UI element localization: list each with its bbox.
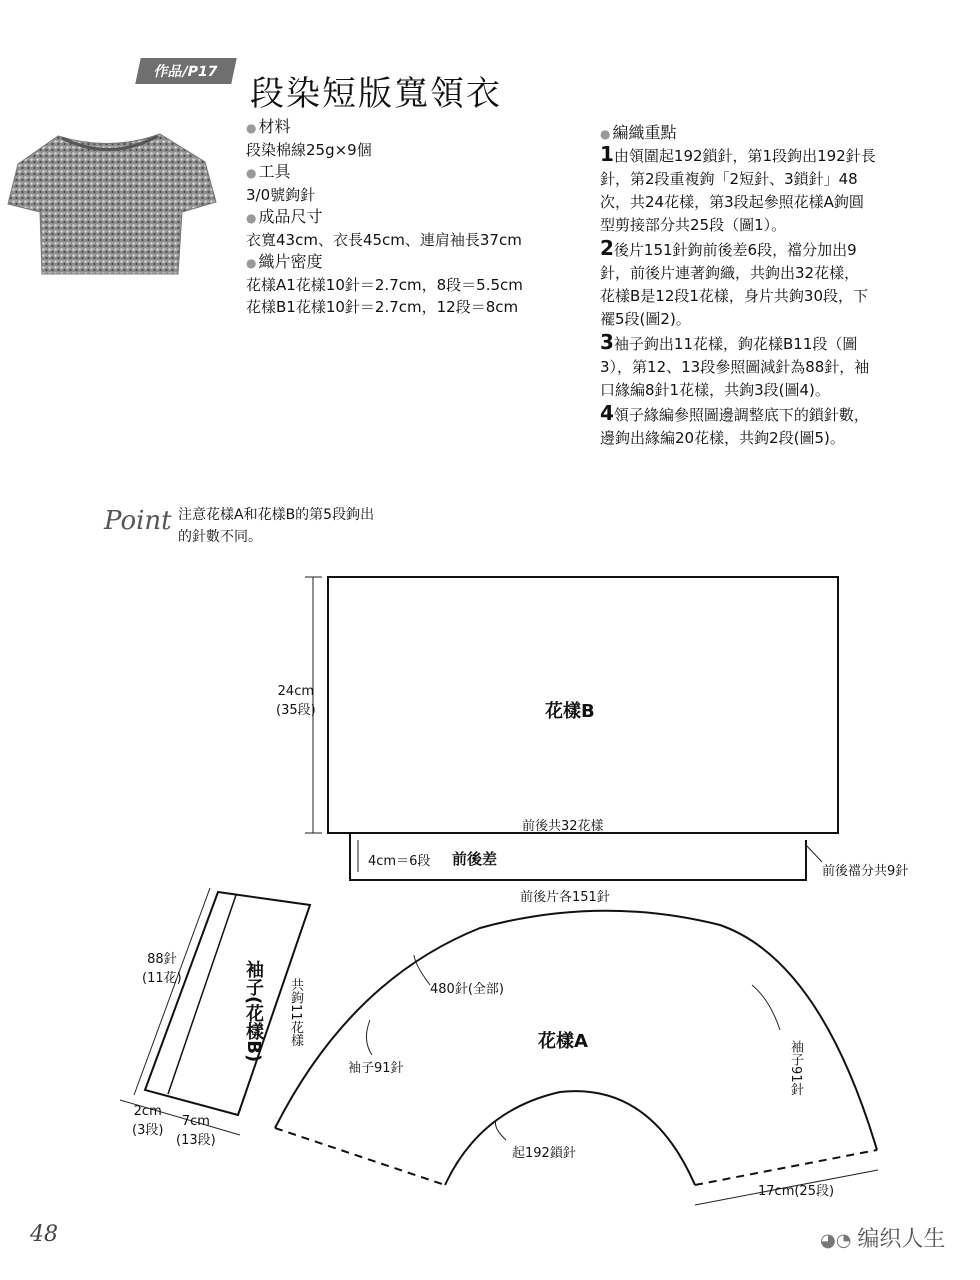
step-line: 3），第12、13段參照圖減針為88針，袖 xyxy=(600,358,870,376)
dimension-text: 2cm xyxy=(133,1104,162,1119)
difference-size-label: 4cm＝6段 xyxy=(368,854,431,869)
step-line: 袖子鉤出11花樣，鉤花樣B11段（圖 xyxy=(613,335,858,353)
yoke-inner-edge xyxy=(445,1091,695,1185)
gusset-label: 前後襠分共9針 xyxy=(822,864,909,879)
sleeve-cuff-line xyxy=(168,895,236,1094)
point-line: 注意花樣A和花樣B的第5段鉤出 xyxy=(178,507,375,523)
cuff-width-label xyxy=(132,1104,163,1138)
right-sleeve-stitch-label: 袖子91針 xyxy=(788,1040,803,1096)
step-line: 型剪接部分共25段（圖1）。 xyxy=(600,216,787,234)
watermark xyxy=(820,1222,945,1253)
step-line: 針，前後片連著鉤織，共鉤出32花樣， xyxy=(600,264,860,282)
tools-value: 3/0號鉤針 xyxy=(246,186,316,204)
pattern-a-label: 花樣A xyxy=(538,1031,588,1052)
dimension-text: (11花) xyxy=(142,971,182,986)
materials-value: 段染棉線25g×9個 xyxy=(246,141,372,159)
dimension-text: 88針 xyxy=(147,952,177,967)
yoke-total-label: 480針(全部) xyxy=(430,982,504,997)
dimension-text: 24cm xyxy=(277,684,315,699)
step-number: 3 xyxy=(600,330,614,354)
start-chain-label: 起192鎖針 xyxy=(512,1146,576,1161)
sleeve-rows-label: 共鉤11花樣 xyxy=(288,978,303,1047)
point-label: Point xyxy=(104,506,172,536)
step-line: 邊鉤出緣編20花樣，共鉤2段(圖5)。 xyxy=(600,429,845,447)
yoke-depth-label: 17cm(25段) xyxy=(758,1184,835,1199)
tools-heading: ● 工具 xyxy=(246,161,523,184)
dimension-text: (3段) xyxy=(132,1123,164,1138)
page-number: 48 xyxy=(30,1222,58,1247)
gauge-a-value: 花樣A1花樣10針＝2.7cm，8段＝5.5cm xyxy=(246,276,523,294)
dimension-text: (35段) xyxy=(276,703,316,718)
work-number-text: 作品/P17 xyxy=(152,64,219,80)
sleeve-stitch-label xyxy=(142,948,182,986)
step-line: 次，共24花樣，第3段起參照花樣A鉤圓 xyxy=(600,193,864,211)
body-bottom-label: 前後共32花樣 xyxy=(522,819,604,834)
sleeve-width-label xyxy=(176,1114,216,1148)
point-line: 的針數不同。 xyxy=(178,529,262,545)
page-title: 段染短版寬領衣 xyxy=(250,74,502,114)
stitch-count-label: 前後片各151針 xyxy=(520,890,610,905)
yoke-left-seam xyxy=(275,1128,445,1185)
step-line: 領子緣編參照圖邊調整底下的鎖針數， xyxy=(613,406,869,424)
step-line: 後片151針鉤前後差6段，襠分加出9 xyxy=(613,241,857,259)
step-line: 由領圍起192鎖針，第1段鉤出192針長 xyxy=(613,147,876,165)
difference-label: 前後差 xyxy=(452,850,498,868)
instructions-heading: ● 編織重點 xyxy=(600,120,940,143)
size-value: 衣寬43cm、衣長45cm、連肩袖長37cm xyxy=(246,231,522,249)
sleeve-title: 袖子(花樣B) xyxy=(243,960,264,1063)
step-number: 1 xyxy=(600,142,614,166)
gauge-heading: ● 織片密度 xyxy=(246,251,523,274)
size-heading: ● 成品尺寸 xyxy=(246,206,523,229)
step-number: 4 xyxy=(600,401,614,425)
left-sleeve-stitch-label: 袖子91針 xyxy=(348,1061,404,1076)
watermark-text: 编织人生 xyxy=(857,1227,946,1252)
pattern-b-label: 花樣B xyxy=(545,701,595,722)
body-height-label xyxy=(276,684,316,718)
step-line: 襬5段(圖2)。 xyxy=(600,310,691,328)
step-line: 針，第2段重複鉤「2短針、3鎖針」48 xyxy=(600,170,858,188)
materials-heading: ● 材料 xyxy=(246,116,523,139)
gauge-b-value: 花樣B1花樣10針＝2.7cm，12段＝8cm xyxy=(246,298,519,316)
dimension-text: (13段) xyxy=(176,1133,216,1148)
dimension-text: 7cm xyxy=(181,1114,210,1129)
step-line: 花樣B是12段1花樣，身片共鉤30段，下 xyxy=(600,287,869,305)
step-line: 口緣編8針1花樣，共鉤3段(圖4)。 xyxy=(600,381,830,399)
step-number: 2 xyxy=(600,236,614,260)
wechat-icon: ◕◔ xyxy=(820,1230,852,1251)
